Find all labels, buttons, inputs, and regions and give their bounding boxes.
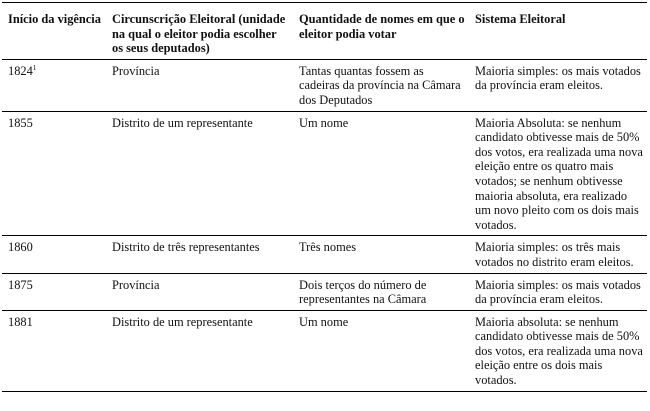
table-header [2,3,647,60]
cell-year: 1860 [2,236,106,273]
header-row [2,3,647,60]
cell-system: Maioria simples: os mais votados da província eram eleitos. [469,59,647,111]
cell-system: Maioria simples: os três mais votados no distrito eram eleitos. [469,236,647,273]
cell-year [2,59,106,111]
table-row [2,111,647,236]
cell-district: Distrito de um representante [106,310,293,391]
table-row [2,273,647,310]
cell-system: Maioria Absoluta: se nenhum candidato obtivesse mais de 50% dos votos, era realizada uma nova eleição entre os quatro mais votados; se nenhum obtivesse maioria absoluta, era realizado um novo pleito com os dois mais votados. [469,111,647,236]
cell-system: Maioria simples: os mais votados da província eram eleitos. [469,273,647,310]
electoral-system-table [2,2,647,392]
header-electoral-system: Sistema Eleitoral [469,3,647,60]
table-body [2,59,647,391]
header-number-of-names: Quantidade de nomes em que o eleitor podia votar [293,3,469,60]
cell-names: Dois terços do número de representantes na Câmara [293,273,469,310]
table-row [2,310,647,391]
cell-year: 1875 [2,273,106,310]
cell-district: Distrito de três representantes [106,236,293,273]
cell-district: Província [106,59,293,111]
cell-year: 1881 [2,310,106,391]
cell-names: Tantas quantas fossem as cadeiras da província na Câmara dos Deputados [293,59,469,111]
cell-year: 1855 [2,111,106,236]
header-electoral-district: Circunscrição Eleitoral (unidade na qual o eleitor podia escolher os seus deputados) [106,3,293,60]
footnote-marker: 1 [32,62,37,72]
cell-system: Maioria absoluta: se nenhum candidato obtivesse mais de 50% dos votos, era realizada uma nova eleição entre os dois mais votados. [469,310,647,391]
table-row [2,236,647,273]
cell-names: Três nomes [293,236,469,273]
cell-names: Um nome [293,310,469,391]
cell-district: Província [106,273,293,310]
cell-names: Um nome [293,111,469,236]
table-row [2,59,647,111]
header-start-year: Início da vigência [2,3,106,60]
cell-district: Distrito de um representante [106,111,293,236]
year-text: 1824 [8,63,33,78]
